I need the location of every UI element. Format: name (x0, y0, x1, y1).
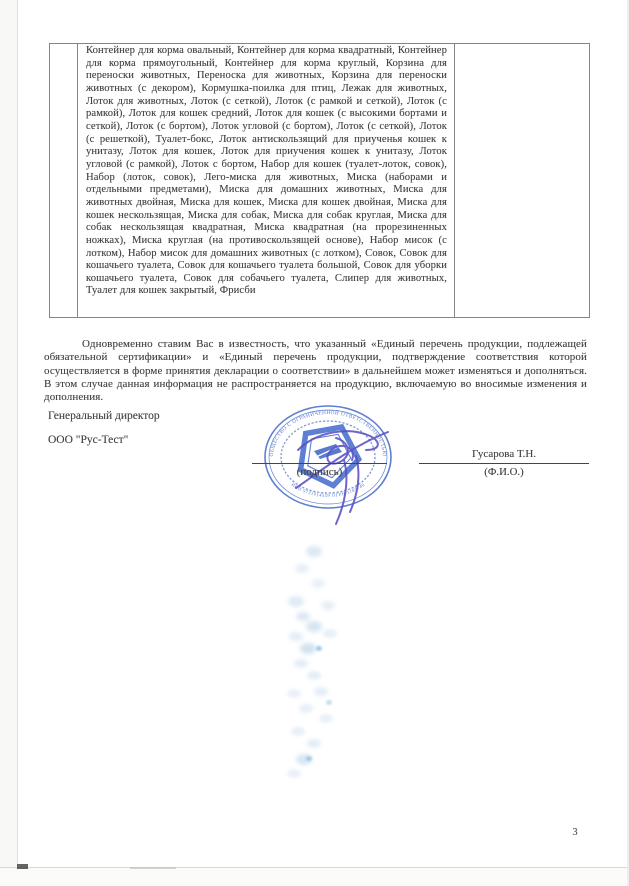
table-row (50, 44, 590, 318)
scan-edge-left (0, 0, 18, 886)
scan-edge-bottom (0, 867, 629, 886)
name-caption: (Ф.И.О.) (484, 466, 524, 478)
notice-paragraph: Одновременно ставим Вас в известность, что указанный «Единый перечень продукции, подлежащей обязательной сертификации» и «Единый перечень продукции, подтверждение соответствия которой осуществляется в форме принятия декларации о соответствии» в дальнейшем может изменяться и дополняться. В этом случае данная информация не распространяется на продукцию, включаемую во вносимые изменения и дополнения. (44, 338, 587, 404)
stamp-ring-text-top: ОБЩЕСТВО С ОГРАНИЧЕННОЙ ОТВЕТСТВЕННОСТЬЮ (268, 409, 388, 457)
table-cell-products: Контейнер для корма овальный, Контейнер для корма квадратный, Контейнер для корма прямоугольный, Контейнер для корма круглый, Корзина для переноски животных, Переноска для животных, Корзина для переноски животных (с декором), Кормушка-поилка для птиц, Лежак для животных, Лоток для животных, Лоток (с сеткой), Лоток (с рамкой и сеткой), Лоток (с рамкой), Лоток для кошек средний, Лоток для кошек (с высокими бортами и сеткой), Лоток (с бортом), Лоток угловой (с бортом), Лоток (с сеткой), Лоток (с решеткой), Туалет-бокс, Лоток антискользящий для приученья кошек к унитазу, Лоток для кошек, Лоток для приучения кошек к унитазу, Лоток угловой (с рамкой), Лоток с бортом, Набор для кошек (туалет-лоток, совок), Набор (лоток, совок), Лего-миска для животных, Миска (наборами и отдельными предметами), Миска для домашних животных, Миска для животных двойная, Миска для кошек, Миска для кошек двойная, Миска для кошек нескользящая, Миска для собак, Миска для собак круглая, Миска для собак нескользящая квадратная, Миска квадратная (на прорезиненных ножках), Миска круглая (на противоскользящей основе), Набор мисок (с лотком), Набор мисок для домашних животных (с лотком), Совок, Совок для кошачьего туалета, Совок для кошачьего туалета большой, Совок для уборки кошачьего туалета, Совок для собачьего туалета, Слипер для животных, Туалет для кошек закрытый, Фрисби (78, 44, 455, 318)
products-table (49, 43, 590, 318)
signatory-title: Генеральный директор (48, 410, 160, 422)
table-cell-number (50, 44, 78, 318)
page-number: 3 (572, 827, 578, 838)
signature-caption: (подпись) (296, 466, 343, 478)
scan-edge-smudge (130, 867, 176, 869)
name-line (419, 463, 589, 464)
table-cell-extra (455, 44, 590, 318)
signature-line (252, 463, 387, 464)
stamp-ring-text-bottom: ИНН 9731014559 ОГРН 1187746 (289, 482, 367, 500)
signatory-company: ООО "Рус-Тест" (48, 434, 129, 446)
signatory-name: Гусарова Т.Н. (471, 448, 537, 460)
scan-edge-mark (17, 864, 28, 869)
stamp-bleed-dots (0, 0, 6, 5)
